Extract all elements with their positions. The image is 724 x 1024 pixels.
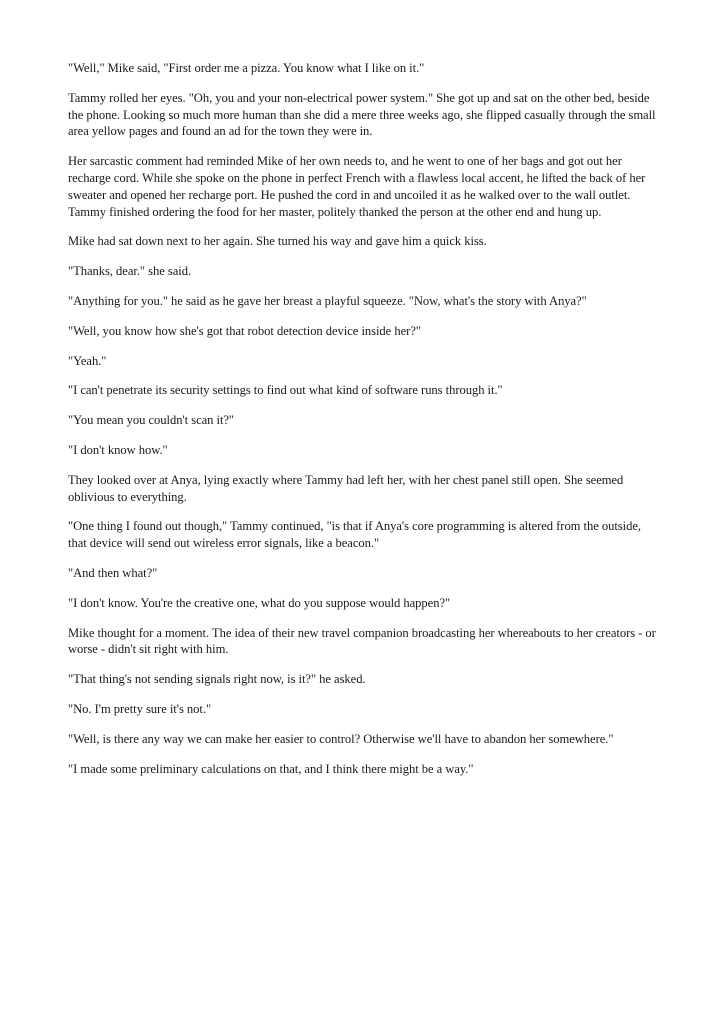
paragraph: "No. I'm pretty sure it's not." [68, 701, 212, 716]
paragraph: Tammy rolled her eyes. "Oh, you and your non-electrical power system." She got up and sat on the other bed, beside the phone. Looking so much more human than she did a mere three weeks ago, she flipped casually through the small area yellow pages and found an ad for the town they were in. [68, 90, 656, 139]
paragraph: "Well," Mike said, "First order me a pizza. You know what I like on it." [68, 61, 425, 75]
paragraph: They looked over at Anya, lying exactly where Tammy had left her, with her chest panel still open. She seemed oblivious to everything. [68, 472, 624, 504]
paragraph: "You mean you couldn't scan it?" [68, 413, 235, 428]
paragraph: "I can't penetrate its security settings to find out what kind of software runs through it." [68, 383, 503, 398]
paragraph: "Well, you know how she's got that robot detection device inside her?" [68, 323, 421, 338]
paragraph: Mike had sat down next to her again. She turned his way and gave him a quick kiss. [68, 234, 487, 249]
paragraph: Mike thought for a moment. The idea of their new travel companion broadcasting her whereabouts to her creators - or worse - didn't sit right with him. [68, 625, 656, 657]
paragraph: "That thing's not sending signals right now, is it?" he asked. [68, 672, 366, 687]
paragraph: Her sarcastic comment had reminded Mike of her own needs to, and he went to one of her bags and got out her recharge cord. While she spoke on the phone in perfect French with a flawless local accent, he lifted the back of her sweater and opened her recharge port. He pushed the cord in and uncoiled it as he walked over to the wall outlet. Tammy finished ordering the food for her master, politely thanked the person at the other end and hung up. [68, 154, 646, 219]
paragraph: "Thanks, dear." she said. [68, 264, 192, 279]
paragraph: "One thing I found out though," Tammy continued, "is that if Anya's core programming is altered from the outside, that device will send out wireless error signals, like a beacon." [68, 519, 641, 551]
paragraph: "And then what?" [68, 565, 158, 580]
paragraph: "I don't know how." [68, 442, 168, 457]
paragraph: "Well, is there any way we can make her easier to control? Otherwise we'll have to abandon her somewhere." [68, 731, 614, 746]
paragraph: "Yeah." [68, 353, 107, 368]
paragraph: "I made some preliminary calculations on that, and I think there might be a way." [68, 761, 474, 776]
paragraph: "I don't know. You're the creative one, what do you suppose would happen?" [68, 595, 451, 610]
document-body [68, 60, 656, 790]
paragraph: "Anything for you." he said as he gave her breast a playful squeeze. "Now, what's the story with Anya?" [68, 293, 587, 308]
